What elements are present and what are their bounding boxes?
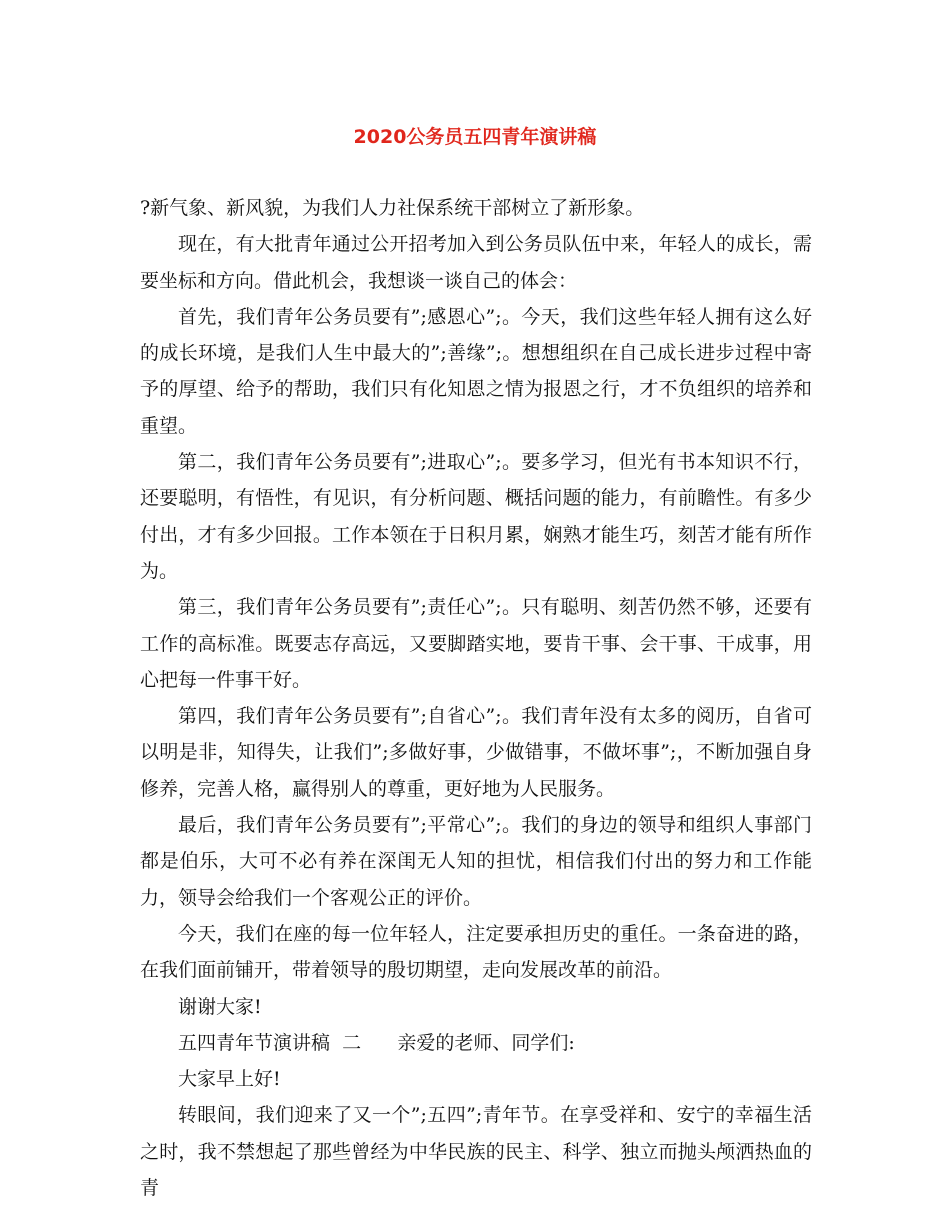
paragraph-10: 五四青年节演讲稿 二 亲爱的老师、同学们: [178, 1031, 575, 1054]
paragraph-11: 大家早上好! [178, 1068, 281, 1091]
document-title: 2020公务员五四青年演讲稿 [353, 126, 597, 148]
paragraph-4: 第二，我们青年公务员要有”;进取心”;。要多学习，但光有书本知识不行，还要聪明，有悟性，有见识，有分析问题、概括问题的能力，有前瞻性。有多少付出，才有多少回报。工作本领在于日积月累，娴熟才能生巧，刻苦才能有所作为。 [140, 451, 812, 582]
paragraph-7: 最后，我们青年公务员要有”;平常心”;。我们的身边的领导和组织人事部门都是伯乐，大可不必有养在深闺无人知的担忧，相信我们付出的努力和工作能力，领导会给我们一个客观公正的评价。 [140, 814, 812, 909]
paragraph-3: 首先，我们青年公务员要有”;感恩心”;。今天，我们这些年轻人拥有这么好的成长环境，是我们人生中最大的”;善缘”;。想想组织在自己成长进步过程中寄予的厚望、给予的帮助，我们只有化知恩之情为报恩之行，才不负组织的培养和重望。 [140, 305, 812, 437]
paragraph-12: 转眼间，我们迎来了又一个”;五四”;青年节。在享受祥和、安宁的幸福生活之时，我不禁想起了那些曾经为中华民族的民主、科学、独立而抛头颅洒热血的青 [140, 1104, 812, 1200]
paragraph-9: 谢谢大家! [178, 995, 262, 1018]
paragraph-6: 第四，我们青年公务员要有”;自省心”;。我们青年没有太多的阅历，自省可以明是非，知得失，让我们”;多做好事，少做错事，不做坏事”;，不断加强自身修养，完善人格，赢得别人的尊重，更好地为人民服务。 [140, 705, 812, 800]
document-body [140, 190, 812, 1206]
paragraph-5: 第三，我们青年公务员要有”;责任心”;。只有聪明、刻苦仍然不够，还要有工作的高标准。既要志存高远，又要脚踏实地，要肯干事、会干事、干成事，用心把每一件事干好。 [140, 596, 812, 691]
paragraph-1: ?新气象、新风貌，为我们人力社保系统干部树立了新形象。 [140, 197, 645, 219]
paragraph-8: 今天，我们在座的每一位年轻人，注定要承担历史的重任。一条奋进的路，在我们面前铺开，带着领导的殷切期望，走向发展改革的前沿。 [140, 922, 812, 982]
paragraph-2: 现在，有大批青年通过公开招考加入到公务员队伍中来，年轻人的成长，需要坐标和方向。借此机会，我想谈一谈自己的体会： [140, 233, 812, 292]
